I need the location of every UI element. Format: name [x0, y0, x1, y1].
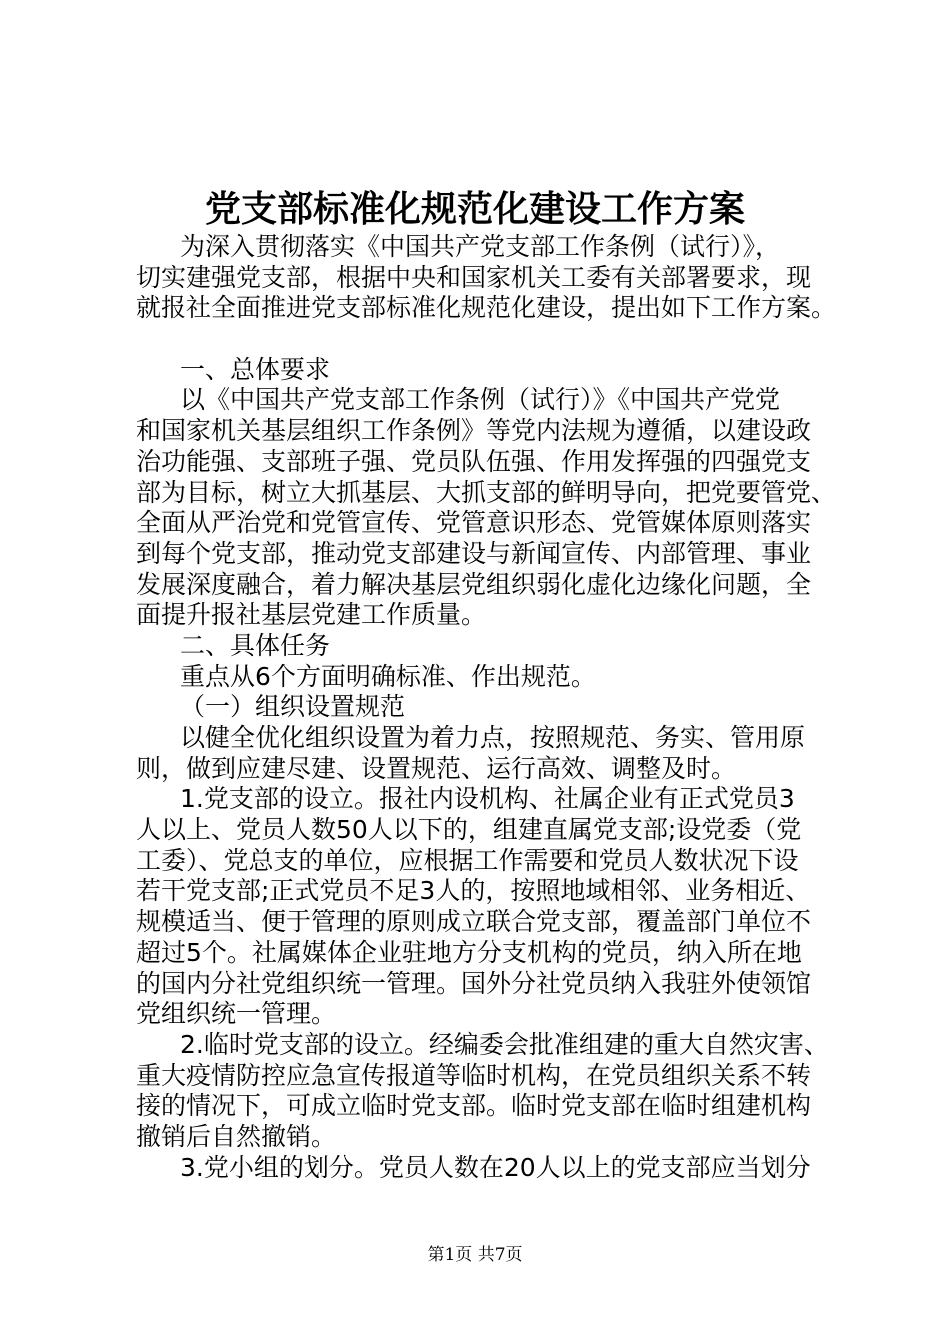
- body-line: 以《中国共产党支部工作条例（试行）》《中国共产党党: [180, 385, 781, 415]
- body-line: 撤销后自然撤销。: [136, 1121, 337, 1151]
- body-line: 的国内分社党组织统一管理。国外分社党员纳入我驻外使领馆: [136, 968, 812, 998]
- body-line: 超过5个。社属媒体企业驻地方分支机构的党员，纳入所在地: [136, 937, 802, 967]
- body-line: （一）组织设置规范: [180, 692, 406, 722]
- body-line: 以健全优化组织设置为着力点，按照规范、务实、管用原: [180, 723, 806, 752]
- body-line: 人以上、党员人数50人以下的，组建直属党支部;设党委（党: [136, 815, 802, 845]
- body-line: 工委）、党总支的单位，应根据工作需要和党员人数状况下设: [136, 845, 799, 875]
- body-line: 全面从严治党和党管宣传、党管意识形态、党管媒体原则落实: [136, 508, 812, 538]
- page-footer: 第1页 共7页: [427, 1245, 523, 1265]
- body-line: 切实建强党支部，根据中央和国家机关工委有关部署要求，现: [136, 262, 812, 292]
- body-line: 就报社全面推进党支部标准化规范化建设，提出如下工作方案。: [136, 293, 837, 323]
- body-line: 二、具体任务: [180, 630, 331, 660]
- body-line: 2.临时党支部的设立。经编委会批准组建的重大自然灾害、: [180, 1029, 829, 1059]
- body-line: 面提升报社基层党建工作质量。: [136, 600, 487, 630]
- body-line: 3.党小组的划分。党员人数在20人以上的党支部应当划分: [180, 1152, 811, 1182]
- body-line: 若干党支部;正式党员不足3人的，按照地域相邻、业务相近、: [136, 876, 811, 906]
- body-line: 到每个党支部，推动党支部建设与新闻宣传、内部管理、事业: [136, 538, 812, 568]
- body-line: 为深入贯彻落实《中国共产党支部工作条例（试行）》，: [180, 232, 781, 261]
- body-line: 1.党支部的设立。报社内设机构、社属企业有正式党员3: [180, 784, 795, 814]
- body-line: 重大疫情防控应急宣传报道等临时机构，在党员组织关系不转: [136, 1060, 812, 1090]
- body-line: 规模适当、便于管理的原则成立联合党支部，覆盖部门单位不: [136, 907, 812, 937]
- body-line: 和国家机关基层组织工作条例》等党内法规为遵循，以建设政: [136, 416, 812, 446]
- body-line: 接的情况下，可成立临时党支部。临时党支部在临时组建机构: [136, 1091, 812, 1121]
- body-line: 党组织统一管理。: [136, 999, 337, 1029]
- body-line: 则，做到应建尽建、设置规范、运行高效、调整及时。: [136, 753, 737, 783]
- body-line: 治功能强、支部班子强、党员队伍强、作用发挥强的四强党支: [136, 446, 812, 476]
- body-line: [136, 324, 848, 355]
- document-title: 党支部标准化规范化建设工作方案: [204, 188, 745, 230]
- body-line: 重点从6个方面明确标准、作出规范。: [180, 661, 596, 691]
- body-line: 发展深度融合，着力解决基层党组织弱化虚化边缘化问题，全: [136, 569, 812, 599]
- document-body: [136, 232, 848, 1183]
- body-line: 一、总体要求: [180, 354, 331, 384]
- body-line: 部为目标，树立大抓基层、大抓支部的鲜明导向，把党要管党、: [136, 477, 837, 507]
